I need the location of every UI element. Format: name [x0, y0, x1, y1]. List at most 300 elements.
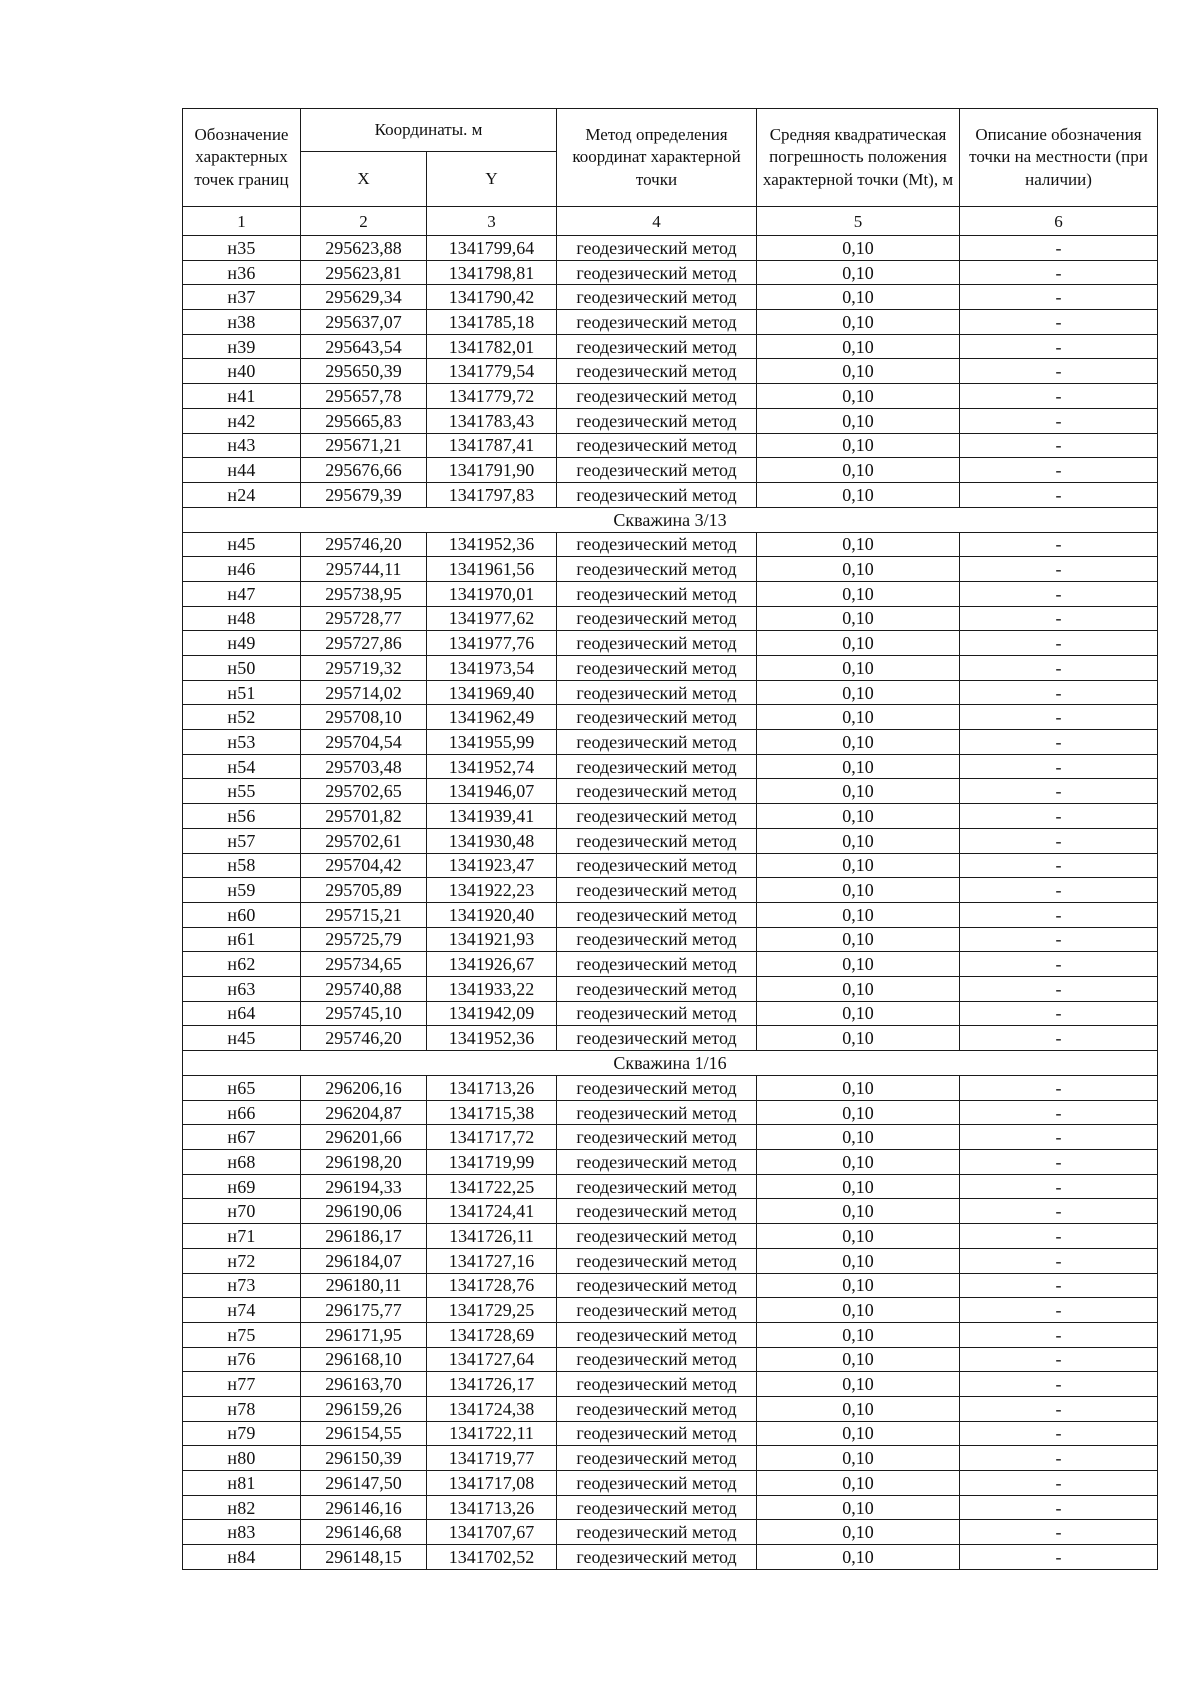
table-body — [183, 236, 1158, 1570]
table-row — [183, 1248, 1158, 1273]
section-title: Скважина 3/13 — [183, 507, 1158, 532]
y-coordinate-cell: 1341717,08 — [427, 1471, 557, 1496]
method-cell: геодезический метод — [557, 285, 757, 310]
method-cell: геодезический метод — [557, 359, 757, 384]
point-id-cell: н76 — [183, 1347, 301, 1372]
x-coordinate-cell: 295725,79 — [301, 927, 427, 952]
y-coordinate-cell: 1341973,54 — [427, 656, 557, 681]
description-cell: - — [960, 1248, 1158, 1273]
point-id-cell: н52 — [183, 705, 301, 730]
method-cell: геодезический метод — [557, 408, 757, 433]
method-cell: геодезический метод — [557, 1471, 757, 1496]
y-coordinate-cell: 1341791,90 — [427, 458, 557, 483]
description-cell: - — [960, 952, 1158, 977]
error-cell: 0,10 — [757, 927, 960, 952]
y-coordinate-cell: 1341728,76 — [427, 1273, 557, 1298]
method-cell: геодезический метод — [557, 1298, 757, 1323]
section-row — [183, 507, 1158, 532]
method-cell: геодезический метод — [557, 1076, 757, 1101]
description-cell: - — [960, 1322, 1158, 1347]
error-cell: 0,10 — [757, 1446, 960, 1471]
y-coordinate-cell: 1341722,25 — [427, 1174, 557, 1199]
header-point-designation: Обозначение характерных точек границ — [183, 109, 301, 207]
point-id-cell: н37 — [183, 285, 301, 310]
y-coordinate-cell: 1341779,72 — [427, 384, 557, 409]
method-cell: геодезический метод — [557, 260, 757, 285]
x-coordinate-cell: 296204,87 — [301, 1100, 427, 1125]
point-id-cell: н71 — [183, 1224, 301, 1249]
method-cell: геодезический метод — [557, 482, 757, 507]
x-coordinate-cell: 296150,39 — [301, 1446, 427, 1471]
method-cell: геодезический метод — [557, 1396, 757, 1421]
error-cell: 0,10 — [757, 976, 960, 1001]
y-coordinate-cell: 1341961,56 — [427, 557, 557, 582]
y-coordinate-cell: 1341797,83 — [427, 482, 557, 507]
error-cell: 0,10 — [757, 1224, 960, 1249]
table-row — [183, 1224, 1158, 1249]
x-coordinate-cell: 295623,81 — [301, 260, 427, 285]
description-cell: - — [960, 1471, 1158, 1496]
header-error: Средняя квадратическая погрешность положения характерной точки (Mt), м — [757, 109, 960, 207]
table-row — [183, 310, 1158, 335]
method-cell: геодезический метод — [557, 1446, 757, 1471]
table-row — [183, 705, 1158, 730]
y-coordinate-cell: 1341930,48 — [427, 828, 557, 853]
error-cell: 0,10 — [757, 1174, 960, 1199]
x-coordinate-cell: 296154,55 — [301, 1421, 427, 1446]
x-coordinate-cell: 296171,95 — [301, 1322, 427, 1347]
error-cell: 0,10 — [757, 1347, 960, 1372]
method-cell: геодезический метод — [557, 1322, 757, 1347]
y-coordinate-cell: 1341952,36 — [427, 532, 557, 557]
table-row — [183, 557, 1158, 582]
error-cell: 0,10 — [757, 532, 960, 557]
y-coordinate-cell: 1341715,38 — [427, 1100, 557, 1125]
x-coordinate-cell: 295703,48 — [301, 754, 427, 779]
description-cell: - — [960, 902, 1158, 927]
error-cell: 0,10 — [757, 878, 960, 903]
point-id-cell: н49 — [183, 631, 301, 656]
method-cell: геодезический метод — [557, 631, 757, 656]
table-row — [183, 1446, 1158, 1471]
x-coordinate-cell: 295637,07 — [301, 310, 427, 335]
error-cell: 0,10 — [757, 433, 960, 458]
y-coordinate-cell: 1341707,67 — [427, 1520, 557, 1545]
error-cell: 0,10 — [757, 1298, 960, 1323]
table-row — [183, 1421, 1158, 1446]
point-id-cell: н73 — [183, 1273, 301, 1298]
table-row — [183, 1001, 1158, 1026]
point-id-cell: н57 — [183, 828, 301, 853]
x-coordinate-cell: 296190,06 — [301, 1199, 427, 1224]
error-cell: 0,10 — [757, 1199, 960, 1224]
description-cell: - — [960, 656, 1158, 681]
x-coordinate-cell: 295727,86 — [301, 631, 427, 656]
description-cell: - — [960, 779, 1158, 804]
table-row — [183, 1125, 1158, 1150]
y-coordinate-cell: 1341728,69 — [427, 1322, 557, 1347]
description-cell: - — [960, 1026, 1158, 1051]
error-cell: 0,10 — [757, 631, 960, 656]
y-coordinate-cell: 1341946,07 — [427, 779, 557, 804]
method-cell: геодезический метод — [557, 1150, 757, 1175]
description-cell: - — [960, 482, 1158, 507]
description-cell: - — [960, 1372, 1158, 1397]
y-coordinate-cell: 1341970,01 — [427, 581, 557, 606]
y-coordinate-cell: 1341713,26 — [427, 1076, 557, 1101]
x-coordinate-cell: 296198,20 — [301, 1150, 427, 1175]
point-id-cell: н24 — [183, 482, 301, 507]
error-cell: 0,10 — [757, 952, 960, 977]
column-number: 5 — [757, 207, 960, 236]
description-cell: - — [960, 1273, 1158, 1298]
point-id-cell: н77 — [183, 1372, 301, 1397]
error-cell: 0,10 — [757, 779, 960, 804]
point-id-cell: н54 — [183, 754, 301, 779]
method-cell: геодезический метод — [557, 433, 757, 458]
y-coordinate-cell: 1341717,72 — [427, 1125, 557, 1150]
point-id-cell: н46 — [183, 557, 301, 582]
error-cell: 0,10 — [757, 1150, 960, 1175]
y-coordinate-cell: 1341977,62 — [427, 606, 557, 631]
description-cell: - — [960, 1421, 1158, 1446]
table-row — [183, 804, 1158, 829]
x-coordinate-cell: 295744,11 — [301, 557, 427, 582]
point-id-cell: н61 — [183, 927, 301, 952]
y-coordinate-cell: 1341726,17 — [427, 1372, 557, 1397]
x-coordinate-cell: 296201,66 — [301, 1125, 427, 1150]
point-id-cell: н38 — [183, 310, 301, 335]
x-coordinate-cell: 296186,17 — [301, 1224, 427, 1249]
error-cell: 0,10 — [757, 1322, 960, 1347]
x-coordinate-cell: 296168,10 — [301, 1347, 427, 1372]
description-cell: - — [960, 1396, 1158, 1421]
method-cell: геодезический метод — [557, 878, 757, 903]
description-cell: - — [960, 853, 1158, 878]
point-id-cell: н75 — [183, 1322, 301, 1347]
method-cell: геодезический метод — [557, 581, 757, 606]
method-cell: геодезический метод — [557, 1125, 757, 1150]
point-id-cell: н64 — [183, 1001, 301, 1026]
method-cell: геодезический метод — [557, 1100, 757, 1125]
table-row — [183, 1495, 1158, 1520]
method-cell: геодезический метод — [557, 334, 757, 359]
y-coordinate-cell: 1341787,41 — [427, 433, 557, 458]
section-title: Скважина 1/16 — [183, 1051, 1158, 1076]
table-row — [183, 853, 1158, 878]
point-id-cell: н42 — [183, 408, 301, 433]
table-row — [183, 1076, 1158, 1101]
method-cell: геодезический метод — [557, 384, 757, 409]
method-cell: геодезический метод — [557, 310, 757, 335]
description-cell: - — [960, 804, 1158, 829]
table-row — [183, 680, 1158, 705]
table-row — [183, 828, 1158, 853]
table-row — [183, 1396, 1158, 1421]
table-row — [183, 631, 1158, 656]
table-row — [183, 1520, 1158, 1545]
error-cell: 0,10 — [757, 1076, 960, 1101]
y-coordinate-cell: 1341922,23 — [427, 878, 557, 903]
table-row — [183, 976, 1158, 1001]
point-id-cell: н68 — [183, 1150, 301, 1175]
description-cell: - — [960, 1495, 1158, 1520]
column-number: 6 — [960, 207, 1158, 236]
point-id-cell: н82 — [183, 1495, 301, 1520]
point-id-cell: н62 — [183, 952, 301, 977]
error-cell: 0,10 — [757, 828, 960, 853]
x-coordinate-cell: 295715,21 — [301, 902, 427, 927]
method-cell: геодезический метод — [557, 754, 757, 779]
point-id-cell: н39 — [183, 334, 301, 359]
error-cell: 0,10 — [757, 754, 960, 779]
error-cell: 0,10 — [757, 1125, 960, 1150]
description-cell: - — [960, 285, 1158, 310]
error-cell: 0,10 — [757, 1001, 960, 1026]
method-cell: геодезический метод — [557, 779, 757, 804]
method-cell: геодезический метод — [557, 1174, 757, 1199]
x-coordinate-cell: 296147,50 — [301, 1471, 427, 1496]
description-cell: - — [960, 680, 1158, 705]
description-cell: - — [960, 828, 1158, 853]
y-coordinate-cell: 1341727,16 — [427, 1248, 557, 1273]
table-row — [183, 952, 1158, 977]
table-row — [183, 730, 1158, 755]
table-row — [183, 458, 1158, 483]
column-number: 4 — [557, 207, 757, 236]
table-row — [183, 779, 1158, 804]
table-row — [183, 1199, 1158, 1224]
y-coordinate-cell: 1341729,25 — [427, 1298, 557, 1323]
table-row — [183, 408, 1158, 433]
error-cell: 0,10 — [757, 1471, 960, 1496]
error-cell: 0,10 — [757, 1495, 960, 1520]
description-cell: - — [960, 754, 1158, 779]
point-id-cell: н69 — [183, 1174, 301, 1199]
point-id-cell: н84 — [183, 1545, 301, 1570]
point-id-cell: н44 — [183, 458, 301, 483]
x-coordinate-cell: 295643,54 — [301, 334, 427, 359]
method-cell: геодезический метод — [557, 656, 757, 681]
table-row — [183, 1174, 1158, 1199]
description-cell: - — [960, 705, 1158, 730]
error-cell: 0,10 — [757, 1372, 960, 1397]
error-cell: 0,10 — [757, 1273, 960, 1298]
error-cell: 0,10 — [757, 1396, 960, 1421]
y-coordinate-cell: 1341790,42 — [427, 285, 557, 310]
x-coordinate-cell: 296148,15 — [301, 1545, 427, 1570]
point-id-cell: н79 — [183, 1421, 301, 1446]
point-id-cell: н53 — [183, 730, 301, 755]
point-id-cell: н55 — [183, 779, 301, 804]
table-row — [183, 236, 1158, 261]
y-coordinate-cell: 1341799,64 — [427, 236, 557, 261]
description-cell: - — [960, 1298, 1158, 1323]
point-id-cell: н81 — [183, 1471, 301, 1496]
point-id-cell: н78 — [183, 1396, 301, 1421]
description-cell: - — [960, 631, 1158, 656]
description-cell: - — [960, 1347, 1158, 1372]
y-coordinate-cell: 1341724,41 — [427, 1199, 557, 1224]
x-coordinate-cell: 295745,10 — [301, 1001, 427, 1026]
y-coordinate-cell: 1341921,93 — [427, 927, 557, 952]
point-id-cell: н36 — [183, 260, 301, 285]
point-id-cell: н43 — [183, 433, 301, 458]
method-cell: геодезический метод — [557, 705, 757, 730]
x-coordinate-cell: 296194,33 — [301, 1174, 427, 1199]
x-coordinate-cell: 295650,39 — [301, 359, 427, 384]
error-cell: 0,10 — [757, 384, 960, 409]
y-coordinate-cell: 1341726,11 — [427, 1224, 557, 1249]
description-cell: - — [960, 384, 1158, 409]
description-cell: - — [960, 557, 1158, 582]
x-coordinate-cell: 296159,26 — [301, 1396, 427, 1421]
point-id-cell: н45 — [183, 532, 301, 557]
point-id-cell: н40 — [183, 359, 301, 384]
point-id-cell: н60 — [183, 902, 301, 927]
x-coordinate-cell: 295719,32 — [301, 656, 427, 681]
error-cell: 0,10 — [757, 334, 960, 359]
table-row — [183, 606, 1158, 631]
method-cell: геодезический метод — [557, 1520, 757, 1545]
method-cell: геодезический метод — [557, 680, 757, 705]
column-number: 1 — [183, 207, 301, 236]
error-cell: 0,10 — [757, 359, 960, 384]
coordinates-table — [182, 108, 1158, 1570]
x-coordinate-cell: 295701,82 — [301, 804, 427, 829]
y-coordinate-cell: 1341702,52 — [427, 1545, 557, 1570]
error-cell: 0,10 — [757, 458, 960, 483]
point-id-cell: н51 — [183, 680, 301, 705]
error-cell: 0,10 — [757, 656, 960, 681]
x-coordinate-cell: 296146,68 — [301, 1520, 427, 1545]
error-cell: 0,10 — [757, 705, 960, 730]
method-cell: геодезический метод — [557, 532, 757, 557]
table-row — [183, 1100, 1158, 1125]
description-cell: - — [960, 1446, 1158, 1471]
description-cell: - — [960, 458, 1158, 483]
error-cell: 0,10 — [757, 285, 960, 310]
method-cell: геодезический метод — [557, 952, 757, 977]
table-row — [183, 1372, 1158, 1397]
table-row — [183, 656, 1158, 681]
x-coordinate-cell: 295738,95 — [301, 581, 427, 606]
table-row — [183, 927, 1158, 952]
x-coordinate-cell: 295746,20 — [301, 532, 427, 557]
method-cell: геодезический метод — [557, 606, 757, 631]
method-cell: геодезический метод — [557, 1545, 757, 1570]
table-row — [183, 1273, 1158, 1298]
method-cell: геодезический метод — [557, 828, 757, 853]
method-cell: геодезический метод — [557, 1273, 757, 1298]
error-cell: 0,10 — [757, 1545, 960, 1570]
point-id-cell: н67 — [183, 1125, 301, 1150]
error-cell: 0,10 — [757, 680, 960, 705]
method-cell: геодезический метод — [557, 853, 757, 878]
method-cell: геодезический метод — [557, 902, 757, 927]
y-coordinate-cell: 1341977,76 — [427, 631, 557, 656]
header-description: Описание обозначения точки на местности (при наличии) — [960, 109, 1158, 207]
method-cell: геодезический метод — [557, 927, 757, 952]
point-id-cell: н47 — [183, 581, 301, 606]
table-row — [183, 260, 1158, 285]
x-coordinate-cell: 296206,16 — [301, 1076, 427, 1101]
description-cell: - — [960, 532, 1158, 557]
x-coordinate-cell: 295671,21 — [301, 433, 427, 458]
point-id-cell: н80 — [183, 1446, 301, 1471]
table-row — [183, 878, 1158, 903]
description-cell: - — [960, 581, 1158, 606]
description-cell: - — [960, 1520, 1158, 1545]
y-coordinate-cell: 1341952,74 — [427, 754, 557, 779]
x-coordinate-cell: 296146,16 — [301, 1495, 427, 1520]
point-id-cell: н65 — [183, 1076, 301, 1101]
method-cell: геодезический метод — [557, 1026, 757, 1051]
method-cell: геодезический метод — [557, 1248, 757, 1273]
column-number: 2 — [301, 207, 427, 236]
y-coordinate-cell: 1341952,36 — [427, 1026, 557, 1051]
error-cell: 0,10 — [757, 804, 960, 829]
y-coordinate-cell: 1341779,54 — [427, 359, 557, 384]
table-row — [183, 581, 1158, 606]
y-coordinate-cell: 1341933,22 — [427, 976, 557, 1001]
method-cell: геодезический метод — [557, 1199, 757, 1224]
point-id-cell: н70 — [183, 1199, 301, 1224]
method-cell: геодезический метод — [557, 236, 757, 261]
point-id-cell: н41 — [183, 384, 301, 409]
x-coordinate-cell: 295708,10 — [301, 705, 427, 730]
section-row — [183, 1051, 1158, 1076]
y-coordinate-cell: 1341942,09 — [427, 1001, 557, 1026]
point-id-cell: н83 — [183, 1520, 301, 1545]
point-id-cell: н35 — [183, 236, 301, 261]
table-row — [183, 1347, 1158, 1372]
description-cell: - — [960, 359, 1158, 384]
description-cell: - — [960, 878, 1158, 903]
x-coordinate-cell: 295623,88 — [301, 236, 427, 261]
error-cell: 0,10 — [757, 730, 960, 755]
y-coordinate-cell: 1341969,40 — [427, 680, 557, 705]
x-coordinate-cell: 295705,89 — [301, 878, 427, 903]
error-cell: 0,10 — [757, 1100, 960, 1125]
table-row — [183, 1322, 1158, 1347]
x-coordinate-cell: 295734,65 — [301, 952, 427, 977]
description-cell: - — [960, 408, 1158, 433]
error-cell: 0,10 — [757, 482, 960, 507]
y-coordinate-cell: 1341962,49 — [427, 705, 557, 730]
point-id-cell: н63 — [183, 976, 301, 1001]
x-coordinate-cell: 296184,07 — [301, 1248, 427, 1273]
table-row — [183, 1545, 1158, 1570]
table-row — [183, 384, 1158, 409]
error-cell: 0,10 — [757, 260, 960, 285]
y-coordinate-cell: 1341939,41 — [427, 804, 557, 829]
description-cell: - — [960, 1545, 1158, 1570]
method-cell: геодезический метод — [557, 557, 757, 582]
description-cell: - — [960, 1001, 1158, 1026]
description-cell: - — [960, 1076, 1158, 1101]
x-coordinate-cell: 295746,20 — [301, 1026, 427, 1051]
description-cell: - — [960, 1224, 1158, 1249]
error-cell: 0,10 — [757, 1248, 960, 1273]
y-coordinate-cell: 1341926,67 — [427, 952, 557, 977]
description-cell: - — [960, 976, 1158, 1001]
y-coordinate-cell: 1341923,47 — [427, 853, 557, 878]
point-id-cell: н50 — [183, 656, 301, 681]
method-cell: геодезический метод — [557, 804, 757, 829]
point-id-cell: н66 — [183, 1100, 301, 1125]
table-row — [183, 334, 1158, 359]
